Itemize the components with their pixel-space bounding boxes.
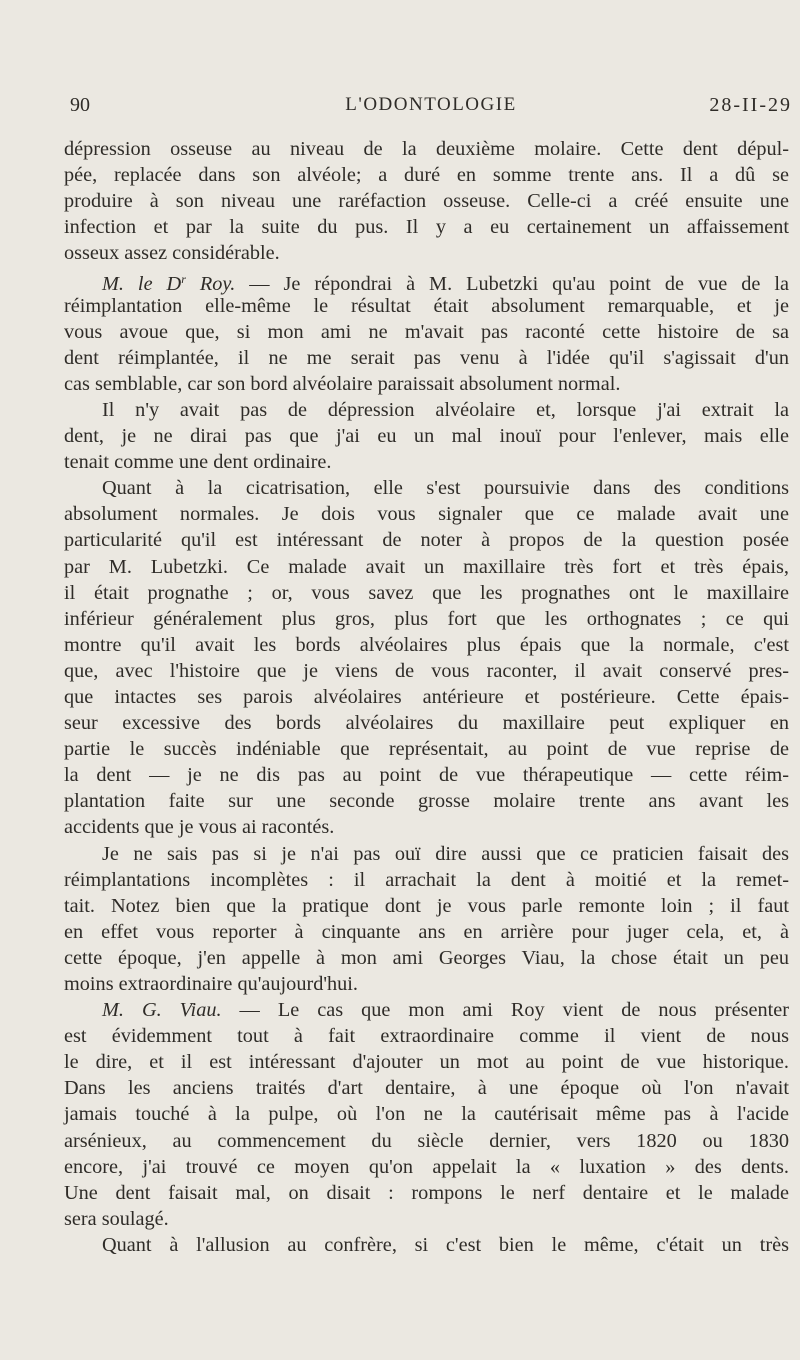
text-line: Une dent faisait mal, on disait : rompons le nerf dentaire et le malade [64, 1181, 789, 1204]
text-line: arsénieux, au commencement du siècle dernier, vers 1820 ou 1830 [64, 1129, 789, 1152]
paragraph [64, 1232, 789, 1258]
text-line: infection et par la suite du pus. Il y a eu certainement un affaissement [64, 216, 789, 239]
paragraph [64, 997, 789, 1232]
text-line: dépression osseuse au niveau de la deuxième molaire. Cette dent dépul- [64, 138, 789, 160]
paragraph [64, 475, 789, 840]
text-line: la dent — je ne dis pas au point de vue thérapeutique — cette réim- [64, 764, 789, 787]
text-line: moins extraordinaire qu'aujourd'hui. [64, 973, 358, 995]
text-line: Quant à l'allusion au confrère, si c'est bien le même, c'était un très [102, 1233, 789, 1256]
text-line: le dire, et il est intéressant d'ajouter un mot au point de vue historique. [64, 1051, 789, 1074]
issue-date: 28-II-29 [709, 94, 792, 116]
text-line: M. le $D^r$ Roy. — Je répondrai à M. Lubetzki qu'au point de vue de la [102, 272, 789, 296]
text-line: tenait comme une dent ordinaire. [64, 451, 332, 474]
speaker-name: M. G. Viau. [102, 999, 222, 1022]
text-line: réimplantations incomplètes : il arrachait la dent à moitié et la remet- [64, 868, 789, 891]
text-line: par M. Lubetzki. Ce malade avait un maxillaire très fort et très épais, [64, 555, 789, 578]
text-line: montre qu'il avait les bords alvéolaires plus épais que la normale, c'est [64, 633, 789, 656]
page-number: 90 [70, 94, 90, 116]
text-line: il était prognathe ; or, vous savez que les prognathes ont le maxillaire [64, 581, 789, 604]
text-line: dent réimplantée, il ne me serait pas venu à l'idée qu'il s'agissait d'un [64, 346, 789, 369]
text-line: que intactes ses parois alvéolaires antérieure et postérieure. Cette épais- [64, 685, 789, 708]
paragraph [64, 397, 789, 475]
text-line: que, avec l'histoire que je viens de vous raconter, il avait conservé pres- [64, 659, 789, 682]
running-header [70, 94, 792, 124]
text-line: Je ne sais pas si je n'ai pas ouï dire aussi que ce praticien faisait des [102, 842, 789, 865]
text-line: pée, replacée dans son alvéole; a duré en somme trente ans. Il a dû se [64, 164, 789, 187]
text-line: tait. Notez bien que la pratique dont je vous parle remonte loin ; il faut [64, 894, 789, 917]
text-line: cas semblable, car son bord alvéolaire paraissait absolument normal. [64, 372, 621, 395]
text-line: dent, je ne dirai pas que j'ai eu un mal inouï pour l'enlever, mais elle [64, 425, 789, 448]
text-line: est évidemment tout à fait extraordinaire comme il vient de nous [64, 1025, 789, 1048]
journal-title: L'ODONTOLOGIE [345, 94, 517, 115]
text-line: cette époque, j'en appelle à mon ami Georges Viau, la chose était un peu [64, 946, 789, 969]
paragraph [64, 266, 789, 396]
text-line: réimplantation elle-même le résultat était absolument remarquable, et je [64, 294, 789, 317]
body-text [64, 136, 789, 1258]
text-line: en effet vous reporter à cinquante ans en arrière pour juger cela, et, à [64, 920, 789, 943]
speaker-name: M. le $D^r$ Roy. [102, 272, 236, 296]
text-line: plantation faite sur une seconde grosse molaire trente ans avant les [64, 790, 789, 813]
text-line: jamais touché à la pulpe, où l'on ne la cautérisait même pas à l'acide [64, 1103, 789, 1126]
text-line: absolument normales. Je dois vous signaler que ce malade avait une [64, 503, 789, 526]
text-line: inférieur généralement plus gros, plus fort que les orthognates ; ce qui [64, 607, 789, 630]
text-line: particularité qu'il est intéressant de noter à propos de la question posée [64, 529, 789, 552]
text-line: Dans les anciens traités d'art dentaire, à une époque où l'on n'avait [64, 1077, 789, 1100]
text-line: Il n'y avait pas de dépression alvéolaire et, lorsque j'ai extrait la [102, 398, 789, 421]
text-line: vous avoue que, si mon ami ne m'avait pas raconté cette histoire de sa [64, 320, 789, 343]
paragraph [64, 841, 789, 998]
text-line: seur excessive des bords alvéolaires du maxillaire peut expliquer en [64, 712, 789, 735]
text-line: osseux assez considérable. [64, 242, 280, 265]
text-line: encore, j'ai trouvé ce moyen qu'on appelait la « luxation » des dents. [64, 1155, 789, 1178]
text-line: Quant à la cicatrisation, elle s'est poursuivie dans des conditions [102, 477, 789, 500]
paragraph [64, 136, 789, 266]
text-line: M. G. Viau. — Le cas que mon ami Roy vient de nous présenter [102, 999, 790, 1022]
text-line: partie le succès indéniable que représentait, au point de vue reprise de [64, 738, 789, 761]
text-line: accidents que je vous ai racontés. [64, 816, 335, 839]
text-line: produire à son niveau une raréfaction osseuse. Celle-ci a créé ensuite une [64, 190, 789, 213]
text-line: sera soulagé. [64, 1207, 169, 1230]
